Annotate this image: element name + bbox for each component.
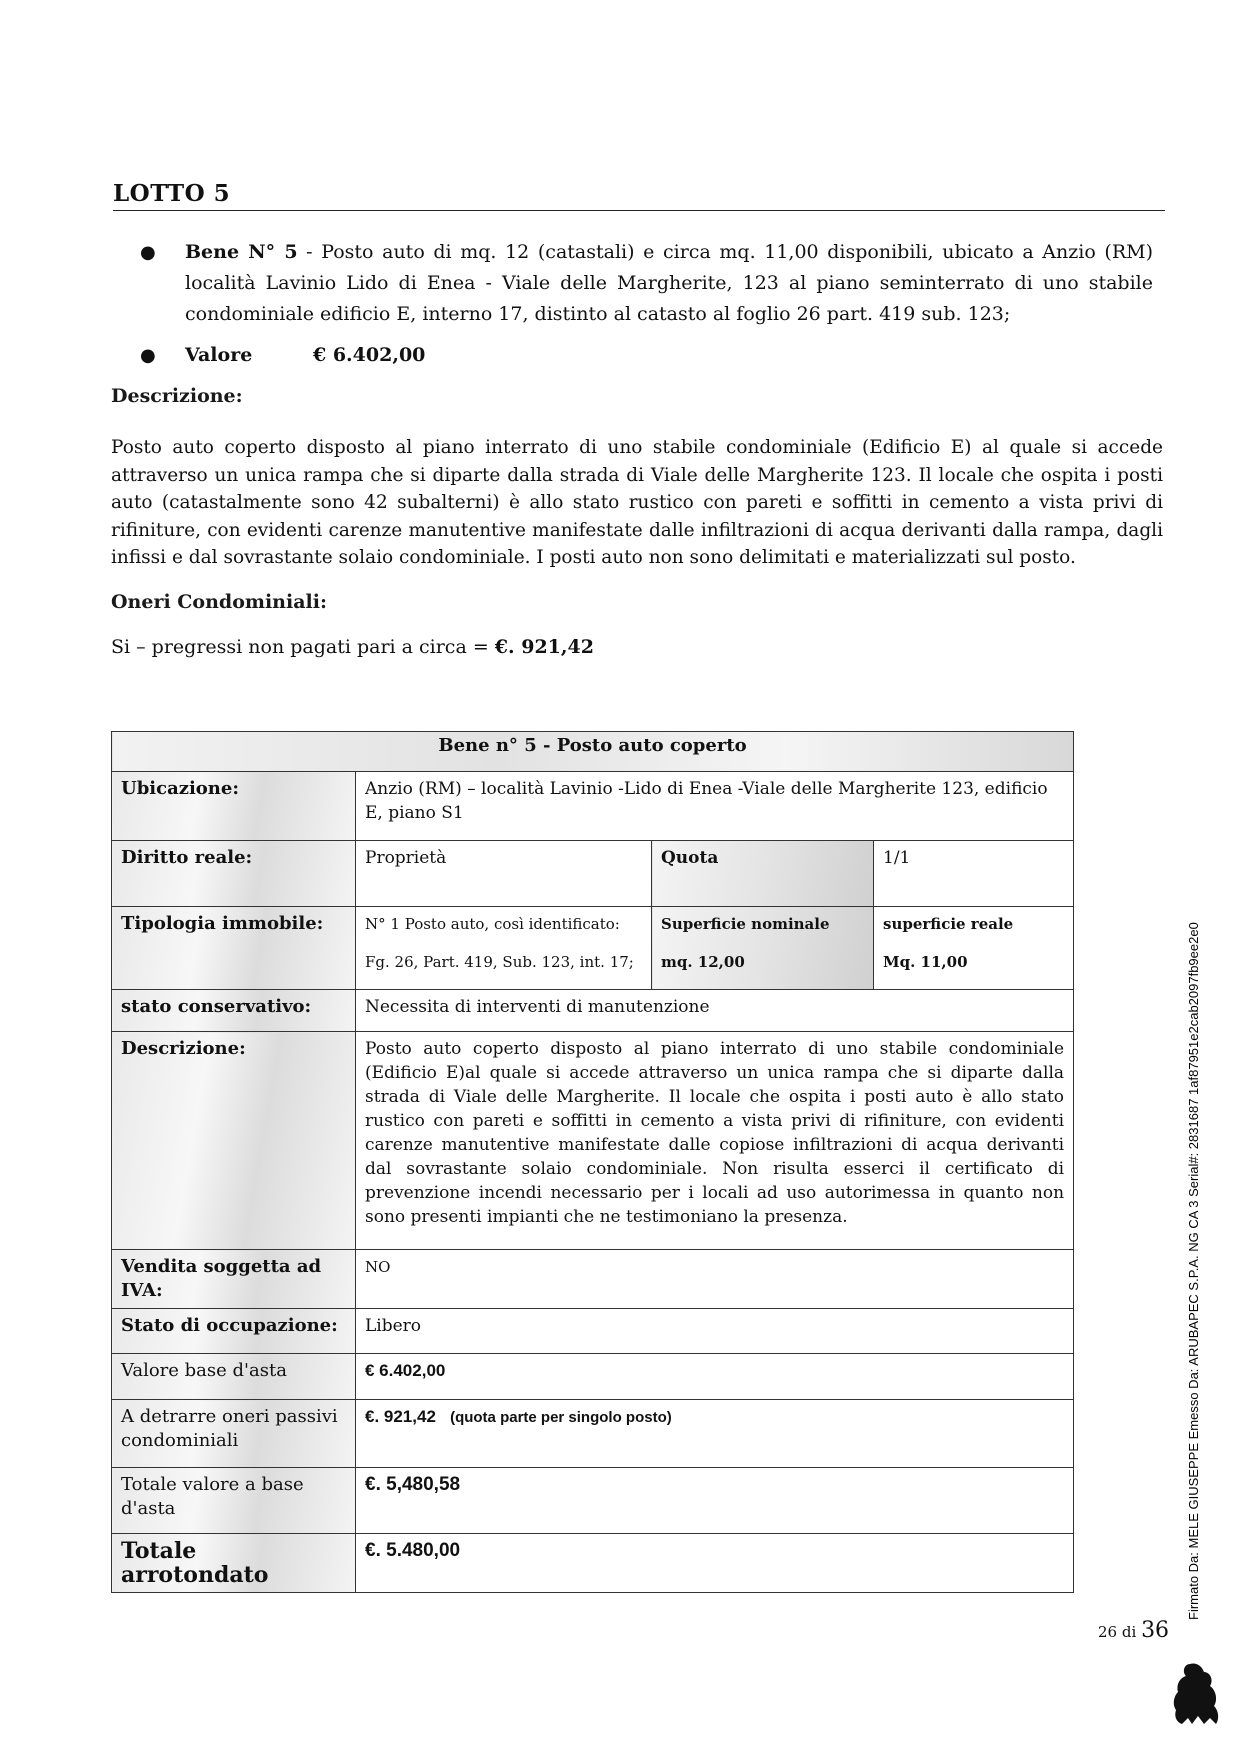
valore-amount: € 6.402,00 bbox=[313, 344, 426, 366]
seal-icon bbox=[1170, 1660, 1222, 1726]
title-divider bbox=[113, 210, 1165, 211]
tipologia-line1: N° 1 Posto auto, così identificato: bbox=[365, 915, 620, 933]
stato-conservativo-label: stato conservativo: bbox=[112, 990, 356, 1032]
valore-label: Valore bbox=[185, 344, 253, 366]
detrarre-value: €. 921,42 bbox=[365, 1407, 436, 1426]
iva-label: Vendita soggetta ad IVA: bbox=[112, 1250, 356, 1309]
descrizione-text: Posto auto coperto disposto al piano interrato di uno stabile condominiale (Edificio E) al quale si accede attraverso un unica rampa che si diparte dalla strada di Viale delle Margherite 123. Il locale che ospita i posti auto (catastalmente sono 42 subalterni) è allo stato rustico con pareti e soffitti in cemento a vista privi di rifiniture, con evidenti carenze manutentive manifestate dalle infiltrazioni di acqua derivanti dalla rampa, dagli infissi e dal sovrastante solaio condominiale. I posti auto non sono delimitati e materializzati sul posto. bbox=[111, 437, 1163, 568]
page-current: 26 bbox=[1098, 1623, 1118, 1641]
ubicazione-value: Anzio (RM) – località Lavinio -Lido di Enea -Viale delle Margherite 123, edificio E, piano S1 bbox=[356, 772, 1074, 841]
table-row bbox=[112, 841, 1074, 907]
table-row bbox=[112, 1354, 1074, 1400]
superficie-nominale-value: mq. 12,00 bbox=[661, 953, 745, 971]
superficie-reale-value: Mq. 11,00 bbox=[883, 953, 968, 971]
totale-valore-value: €. 5,480,58 bbox=[356, 1468, 1074, 1534]
digital-signature-text: Firmato Da: MELE GIUSEPPE Emesso Da: ARUBAPEC S.P.A. NG CA 3 Serial#: 2831687 1af87951e2cab2097fb9ee2e0 bbox=[1186, 922, 1201, 1620]
iva-value: NO bbox=[356, 1250, 1074, 1309]
diritto-label: Diritto reale: bbox=[112, 841, 356, 907]
page-total: 36 bbox=[1141, 1618, 1170, 1643]
page-number bbox=[1098, 1618, 1169, 1643]
quota-label: Quota bbox=[652, 841, 874, 907]
table-row bbox=[112, 907, 1074, 990]
table-row bbox=[112, 1032, 1074, 1250]
oneri-text bbox=[111, 636, 594, 658]
lotto-title: LOTTO 5 bbox=[113, 180, 231, 207]
table-row bbox=[112, 1309, 1074, 1354]
bene-description bbox=[185, 237, 1153, 330]
valore-line bbox=[185, 340, 1153, 371]
table-header: Bene n° 5 - Posto auto coperto bbox=[112, 732, 1074, 772]
bene-summary-table bbox=[111, 731, 1074, 1593]
oneri-sentence: Si – pregressi non pagati pari a circa = bbox=[111, 636, 495, 658]
totale-arrotondato-label: Totale arrotondato bbox=[112, 1534, 356, 1593]
oneri-heading: Oneri Condominiali: bbox=[111, 591, 327, 613]
detrarre-cell bbox=[356, 1400, 1074, 1468]
superficie-reale-cell bbox=[874, 907, 1074, 990]
table-header-row bbox=[112, 732, 1074, 772]
diritto-value: Proprietà bbox=[356, 841, 652, 907]
detrarre-label: A detrarre oneri passivi condominiali bbox=[112, 1400, 356, 1468]
bullet-icon: ● bbox=[140, 242, 156, 263]
tipologia-line2: Fg. 26, Part. 419, Sub. 123, int. 17; bbox=[365, 953, 634, 971]
superficie-nominale-cell bbox=[652, 907, 874, 990]
ubicazione-label: Ubicazione: bbox=[112, 772, 356, 841]
bene-label: Bene N° 5 bbox=[185, 241, 298, 263]
descrizione-label: Descrizione: bbox=[112, 1032, 356, 1250]
occupazione-label: Stato di occupazione: bbox=[112, 1309, 356, 1354]
superficie-nominale-label: Superficie nominale bbox=[661, 915, 830, 933]
table-row bbox=[112, 772, 1074, 841]
quota-value: 1/1 bbox=[874, 841, 1074, 907]
valore-base-value: € 6.402,00 bbox=[356, 1354, 1074, 1400]
valore-bullet bbox=[113, 340, 1153, 372]
tipologia-label: Tipologia immobile: bbox=[112, 907, 356, 990]
totale-arrotondato-value: €. 5.480,00 bbox=[356, 1534, 1074, 1593]
table-row bbox=[112, 1400, 1074, 1468]
oneri-amount: €. 921,42 bbox=[494, 636, 594, 658]
detrarre-note: (quota parte per singolo posto) bbox=[450, 1409, 672, 1426]
superficie-reale-label: superficie reale bbox=[883, 915, 1014, 933]
tipologia-value bbox=[356, 907, 652, 990]
bullet-icon: ● bbox=[140, 345, 156, 366]
bene-text: - Posto auto di mq. 12 (catastali) e circa mq. 11,00 disponibili, ubicato a Anzio (RM) località Lavinio Lido di Enea - Viale delle Margherite, 123 al piano seminterrato di uno stabile condominiale edificio E, interno 17, distinto al catasto al foglio 26 part. 419 sub. 123; bbox=[185, 241, 1153, 325]
table-row bbox=[112, 1534, 1074, 1593]
table-row bbox=[112, 1468, 1074, 1534]
bene-bullet bbox=[113, 237, 1153, 332]
stato-conservativo-value: Necessita di interventi di manutenzione bbox=[356, 990, 1074, 1032]
descrizione-heading: Descrizione: bbox=[111, 385, 243, 407]
occupazione-value: Libero bbox=[356, 1309, 1074, 1354]
table-row bbox=[112, 1250, 1074, 1309]
descrizione-value: Posto auto coperto disposto al piano interrato di uno stabile condominiale (Edificio E)al quale si accede attraverso un unica rampa che si diparte dalla strada di Viale delle Margherite. Il locale che ospita i posti auto è allo stato rustico con pareti e soffitti in cemento a vista privi di rifiniture, con evidenti carenze manutentive manifestate dalle copiose infiltrazioni di acqua derivanti dal sovrastante solaio condominiale. Non risulta esserci il certificato di prevenzione incendi necessario per i locali ad uso autorimessa in quanto non sono presenti impianti che ne testimoniano la presenza. bbox=[356, 1032, 1074, 1250]
totale-valore-label: Totale valore a base d'asta bbox=[112, 1468, 356, 1534]
valore-base-label: Valore base d'asta bbox=[112, 1354, 356, 1400]
page-sep: di bbox=[1121, 1623, 1137, 1641]
table-row bbox=[112, 990, 1074, 1032]
